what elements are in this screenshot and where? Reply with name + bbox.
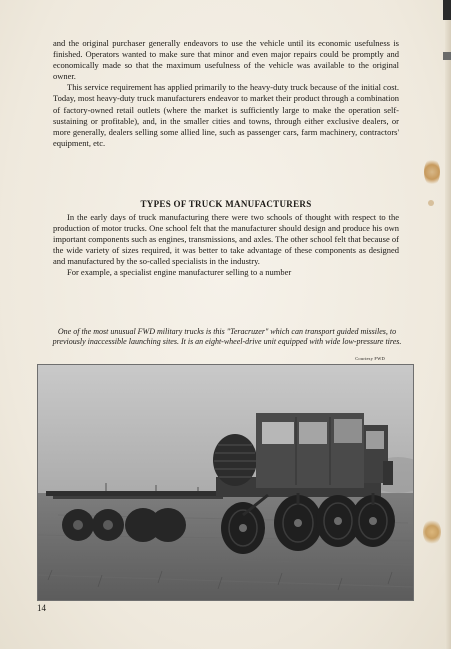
teracruzer-truck-image bbox=[38, 365, 413, 600]
truck-photo bbox=[37, 364, 414, 601]
page-number: 14 bbox=[37, 603, 46, 613]
page-stain bbox=[428, 200, 434, 206]
section-heading: TYPES OF TRUCK MANUFACTURERS bbox=[140, 199, 312, 209]
page-edge bbox=[445, 0, 451, 649]
binding-mark bbox=[443, 52, 451, 60]
page-stain bbox=[424, 158, 440, 186]
photo-caption: One of the most unusual FWD military trucks is this "Teracruzer" which can transport guided missiles, to previously inaccessible launching sites. It is an eight-wheel-drive unit equipped with wide low-pressure tires. bbox=[52, 327, 402, 347]
photo-credit: Courtesy FWD bbox=[355, 356, 385, 361]
binding-mark bbox=[443, 0, 451, 20]
section-text bbox=[53, 212, 399, 279]
paragraph: In the early days of truck manufacturing there were two schools of thought with respect to the production of motor trucks. One school felt that the manufacturer should design and produce his own important components such as engines, transmissions, and axles. The other school felt that because of the wide variety of sizes required, it was better to take advantage of these components as designed and manufactured by the so-called specialists in the industry. bbox=[53, 212, 399, 267]
paragraph: For example, a specialist engine manufacturer selling to a number bbox=[67, 267, 292, 278]
paragraph: and the original purchaser generally endeavors to use the vehicle until its economic usefulness is finished. Operators wanted to make sure that minor and even major repairs could be promptly and economically made so that the maximum usefulness of the vehicle was available to the original owner. bbox=[53, 38, 399, 82]
intro-text bbox=[53, 38, 399, 149]
page-stain bbox=[423, 519, 441, 545]
paragraph: This service requirement has applied primarily to the heavy-duty truck because of the initial cost. Today, most heavy-duty truck manufacturers endeavor to market their product through a combination of factory-owned retail outlets (where the market is sufficiently large to make the operation self-sustaining or profitable), and, in the smaller cities and towns, through either exclusive dealers, or more generally, dealers selling some allied line, such as passenger cars, farm machinery, contractors' equipment, etc. bbox=[53, 82, 399, 148]
